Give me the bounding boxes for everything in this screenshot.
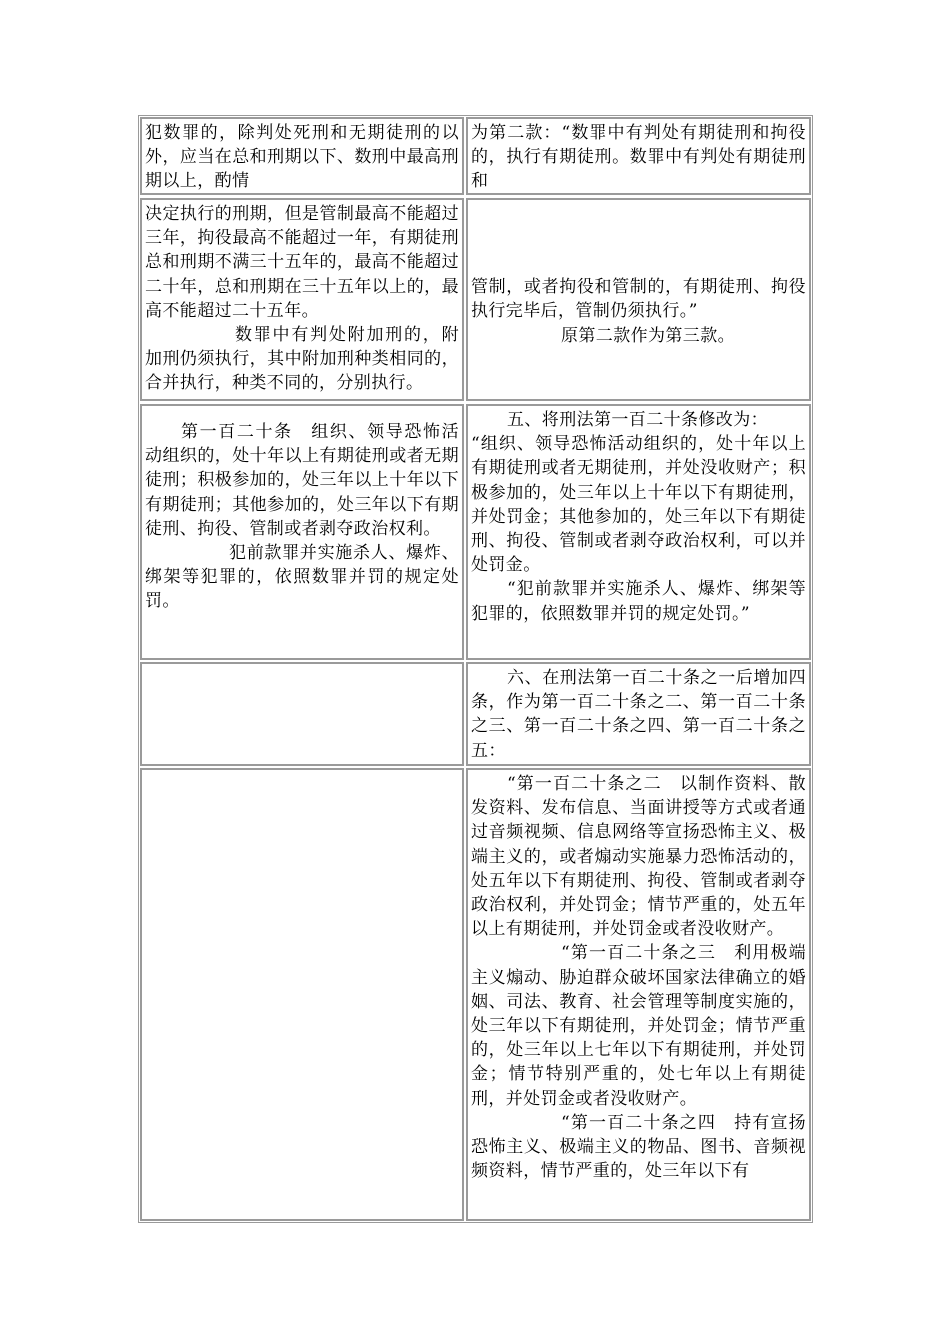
row5-right-para1: “第一百二十条之二 以制作资料、散发资料、发布信息、当面讲授等方式或者通过音频视频、信息网络等宣扬恐怖主义、极端主义的，或者煽动实施暴力恐怖活动的，处五年以下有期徒刑、拘役、管制或者剥夺政治权利，并处罚金；情节严重的，处五年以上有期徒刑，并处罚金或者没收财产。 [471, 774, 806, 940]
row3-right-para2: “组织、领导恐怖活动组织的，处十年以上有期徒刑或者无期徒刑，并处没收财产；积极参加的，处三年以上十年以下有期徒刑，并处罚金；其他参加的，处三年以下有期徒刑、拘役、管制或者剥夺政治权利，可以并处罚金。 [471, 434, 806, 576]
row3-left-cell [140, 404, 464, 660]
row3-right-cell [466, 404, 811, 660]
row5-right-cell [466, 768, 811, 1221]
row2-left-para2: 数罪中有判处附加刑的，附加刑仍须执行，其中附加刑种类相同的，合并执行，种类不同的，分别执行。 [145, 325, 459, 394]
row3-left-para1: 第一百二十条 组织、领导恐怖活动组织的，处十年以上有期徒刑或者无期徒刑；积极参加的，处三年以上十年以下有期徒刑；其他参加的，处三年以下有期徒刑、拘役、管制或者剥夺政治权利。 [145, 422, 459, 539]
row3-left-para2: 犯前款罪并实施杀人、爆炸、绑架等犯罪的，依照数罪并罚的规定处罚。 [145, 543, 459, 612]
row2-left-para1: 决定执行的刑期，但是管制最高不能超过三年，拘役最高不能超过一年，有期徒刑总和刑期不满三十五年的，最高不能超过二十年，总和刑期在三十五年以上的，最高不能超过二十五年。 [145, 204, 459, 321]
row5-right-para2: “第一百二十条之三 利用极端主义煽动、胁迫群众破坏国家法律确立的婚姻、司法、教育、社会管理等制度实施的，处三年以下有期徒刑，并处罚金；情节严重的，处三年以上七年以下有期徒刑，并处罚金；情节特别严重的，处七年以上有期徒刑，并处罚金或者没收财产。 [471, 943, 806, 1109]
row5-right-para3: “第一百二十条之四 持有宣扬恐怖主义、极端主义的物品、图书、音频视频资料，情节严重的，处三年以下有 [471, 1112, 806, 1182]
row1-right-para1: 为第二款：“数罪中有判处有期徒刑和拘役的，执行有期徒刑。数罪中有判处有期徒刑和 [471, 123, 806, 192]
row3-right-para1: 五、将刑法第一百二十条修改为： [507, 410, 768, 430]
row1-left-para1: 犯数罪的，除判处死刑和无期徒刑的以外，应当在总和刑期以下、数刑中最高刑期以上，酌情 [145, 123, 459, 192]
row4-left-cell [140, 662, 464, 766]
row2-left-cell [140, 198, 464, 401]
row2-right-para1: 管制，或者拘役和管制的，有期徒刑、拘役执行完毕后，管制仍须执行。” [471, 277, 806, 322]
row2-right-para2: 原第二款作为第三款。 [561, 325, 735, 346]
row5-left-cell [140, 768, 464, 1221]
row2-right-cell [466, 198, 811, 401]
row4-right-cell [466, 662, 811, 766]
row1-left-cell [140, 117, 464, 195]
row1-right-cell [466, 117, 811, 195]
row3-right-para3: “犯前款罪并实施杀人、爆炸、绑架等犯罪的，依照数罪并罚的规定处罚。” [471, 579, 806, 624]
row4-right-para1: 六、在刑法第一百二十条之一后增加四条，作为第一百二十条之二、第一百二十条之三、第一百二十条之四、第一百二十条之五： [471, 668, 806, 761]
